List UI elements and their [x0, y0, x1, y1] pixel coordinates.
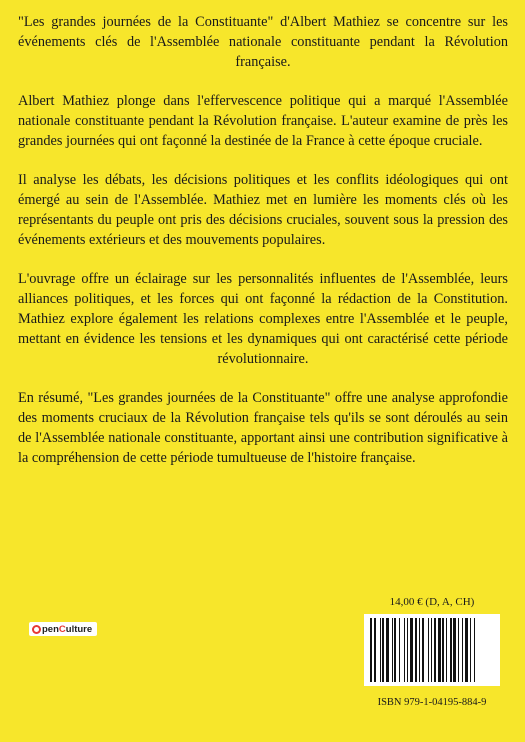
publisher-logo — [29, 622, 97, 636]
paragraph-intro: "Les grandes journées de la Constituante" d'Albert Mathiez se concentre sur les événements clés de l'Assemblée nationale constituante pendant la Révolution française. — [18, 14, 508, 70]
logo-circle-icon — [32, 625, 41, 634]
paragraph-summary: En résumé, "Les grandes journées de la Constituante" offre une analyse approfondie des moments cruciaux de la Révolution française tels qu'ils se sont déroulés au sein de l'Assemblée nationale constituante, apportant ainsi une contribution significative à la compréhension de cette période tumultueuse de l'histoire française. — [18, 390, 508, 466]
price-label: 14,00 € (D, A, CH) — [389, 596, 475, 608]
logo-text-accent: C — [58, 623, 66, 635]
barcode — [364, 614, 500, 686]
logo-text-suffix: ulture — [65, 623, 93, 635]
paragraph-personalities: L'ouvrage offre un éclairage sur les personnalités influentes de l'Assemblée, leurs alliances politiques, et les forces qui ont façonné la rédaction de la Constitution. Mathiez explore également les relations complexes entre l'Assemblée et le peuple, mettant en évidence les tensions et les dynamiques qui ont caractérisé cette période révolutionnaire. — [18, 271, 508, 367]
barcode-bars — [364, 614, 500, 686]
logo-text-prefix: pen — [42, 623, 59, 635]
back-cover-text — [18, 12, 508, 487]
isbn-label: ISBN 979-1-04195-884-9 — [377, 697, 487, 708]
paragraph-analysis: Il analyse les débats, les décisions politiques et les conflits idéologiques qui ont émergé au sein de l'Assemblée. Mathiez met en lumière les moments clés où les représentants du peuple ont pris des décisions cruciales, souvent sous la pression des événements extérieurs et des mouvements populaires. — [18, 172, 508, 248]
paragraph-overview: Albert Mathiez plonge dans l'effervescence politique qui a marqué l'Assemblée nationale constituante pendant la Révolution française. L'auteur examine de près les grandes journées qui ont façonné la destinée de la France à cette époque cruciale. — [18, 93, 508, 149]
